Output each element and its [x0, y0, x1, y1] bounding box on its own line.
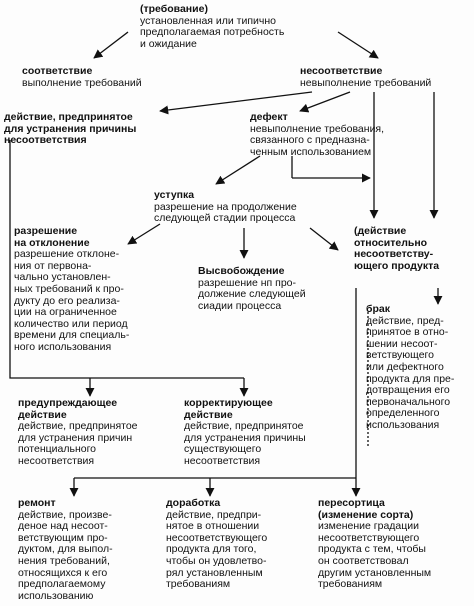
node-requirement [140, 4, 340, 50]
node-defect-desc: невыполнение требования, связанного с предназна- ченным использованием [250, 122, 385, 158]
node-repair-desc: действие, произве- деное над несоот- ветствующим про- дуктом, для выпол- нения требований, относящихся к его предполагаемому использованию [18, 508, 113, 602]
node-rework-desc: действие, предпри- нятое в отношении несоответствующего продукта для того, чтобы он удовлетво- рял установленным требованиям [166, 508, 268, 591]
node-regrade [318, 498, 472, 591]
node-corrective-title: корректирующее действие [184, 397, 273, 421]
node-conformity-desc: выполнение требований [22, 76, 142, 89]
node-defect [250, 112, 420, 158]
node-nonconformity [300, 66, 470, 89]
node-repair [18, 498, 146, 602]
node-regrade-desc: изменение градации несоответствующего продукта с тем, чтобы он соответствовал другим установленным требованиям [318, 520, 432, 591]
node-conformity-title: соответствие [22, 65, 93, 77]
node-conformity [22, 66, 172, 89]
node-concession-desc: разрешение на продолжение следующей стадии процесса [154, 200, 297, 225]
node-preventive-desc: действие, предпринятое для устранения причин потенциального несоответствия [18, 420, 138, 467]
edge-requirement-nonconformity [338, 32, 378, 58]
edge-requirement-conformity [94, 32, 128, 58]
edge-concession-action-nc [310, 228, 338, 250]
node-action-nc [354, 226, 472, 272]
node-concession-title: уступка [154, 189, 195, 201]
node-requirement-title: (требование) [140, 3, 208, 15]
node-regrade-title: пересортица (изменение сорта) [318, 497, 414, 521]
node-scrap [366, 304, 474, 432]
node-concession [154, 190, 344, 225]
node-deviation-desc: разрешение отклоне- ния от первона- чально установлен- ных требований к про- дукту до его реализа- ции на ограниченное количество или период времени для специаль- ного использования [14, 248, 130, 353]
node-requirement-desc: установленная или типично предполагаемая потребность и ожидание [140, 14, 285, 50]
node-scrap-desc: действие, пред- принятое в отно- шении несоот- ветствующего или дефектного продукта для пре- дотвращения его первоначального определенного использования [366, 314, 455, 431]
node-deviation-title: разрешение на отклонение [14, 225, 90, 249]
node-preventive [18, 398, 168, 468]
node-rework-title: доработка [166, 497, 221, 509]
node-corrective [184, 398, 334, 468]
node-rework [166, 498, 296, 591]
edge-nonconformity-action-cause [160, 92, 312, 111]
edge-defect-concession [216, 156, 260, 184]
node-repair-title: ремонт [18, 497, 56, 509]
node-deviation [14, 226, 154, 354]
node-release-title: Высвобождение [198, 265, 285, 277]
node-action-cause-title: действие, предпринятое для устранения причины несоответствия [4, 111, 137, 147]
edge-nonconformity-defect [300, 92, 350, 111]
node-nonconformity-title: несоответствие [300, 65, 383, 77]
node-preventive-title: предупреждающее действие [18, 397, 118, 421]
node-defect-title: дефект [250, 111, 288, 123]
node-nonconformity-desc: невыполнение требований [300, 76, 432, 89]
node-release-desc: разрешение нп про- должение следующей сиадии процесса [198, 276, 306, 312]
node-scrap-title: брак [366, 303, 390, 315]
node-action-nc-title: (действие относительно несоответству- ющего продукта [354, 225, 440, 272]
node-action-cause [4, 112, 154, 147]
node-corrective-desc: действие, предпринятое для устранения причины существующего несоответствия [184, 420, 306, 467]
node-release [198, 266, 328, 312]
